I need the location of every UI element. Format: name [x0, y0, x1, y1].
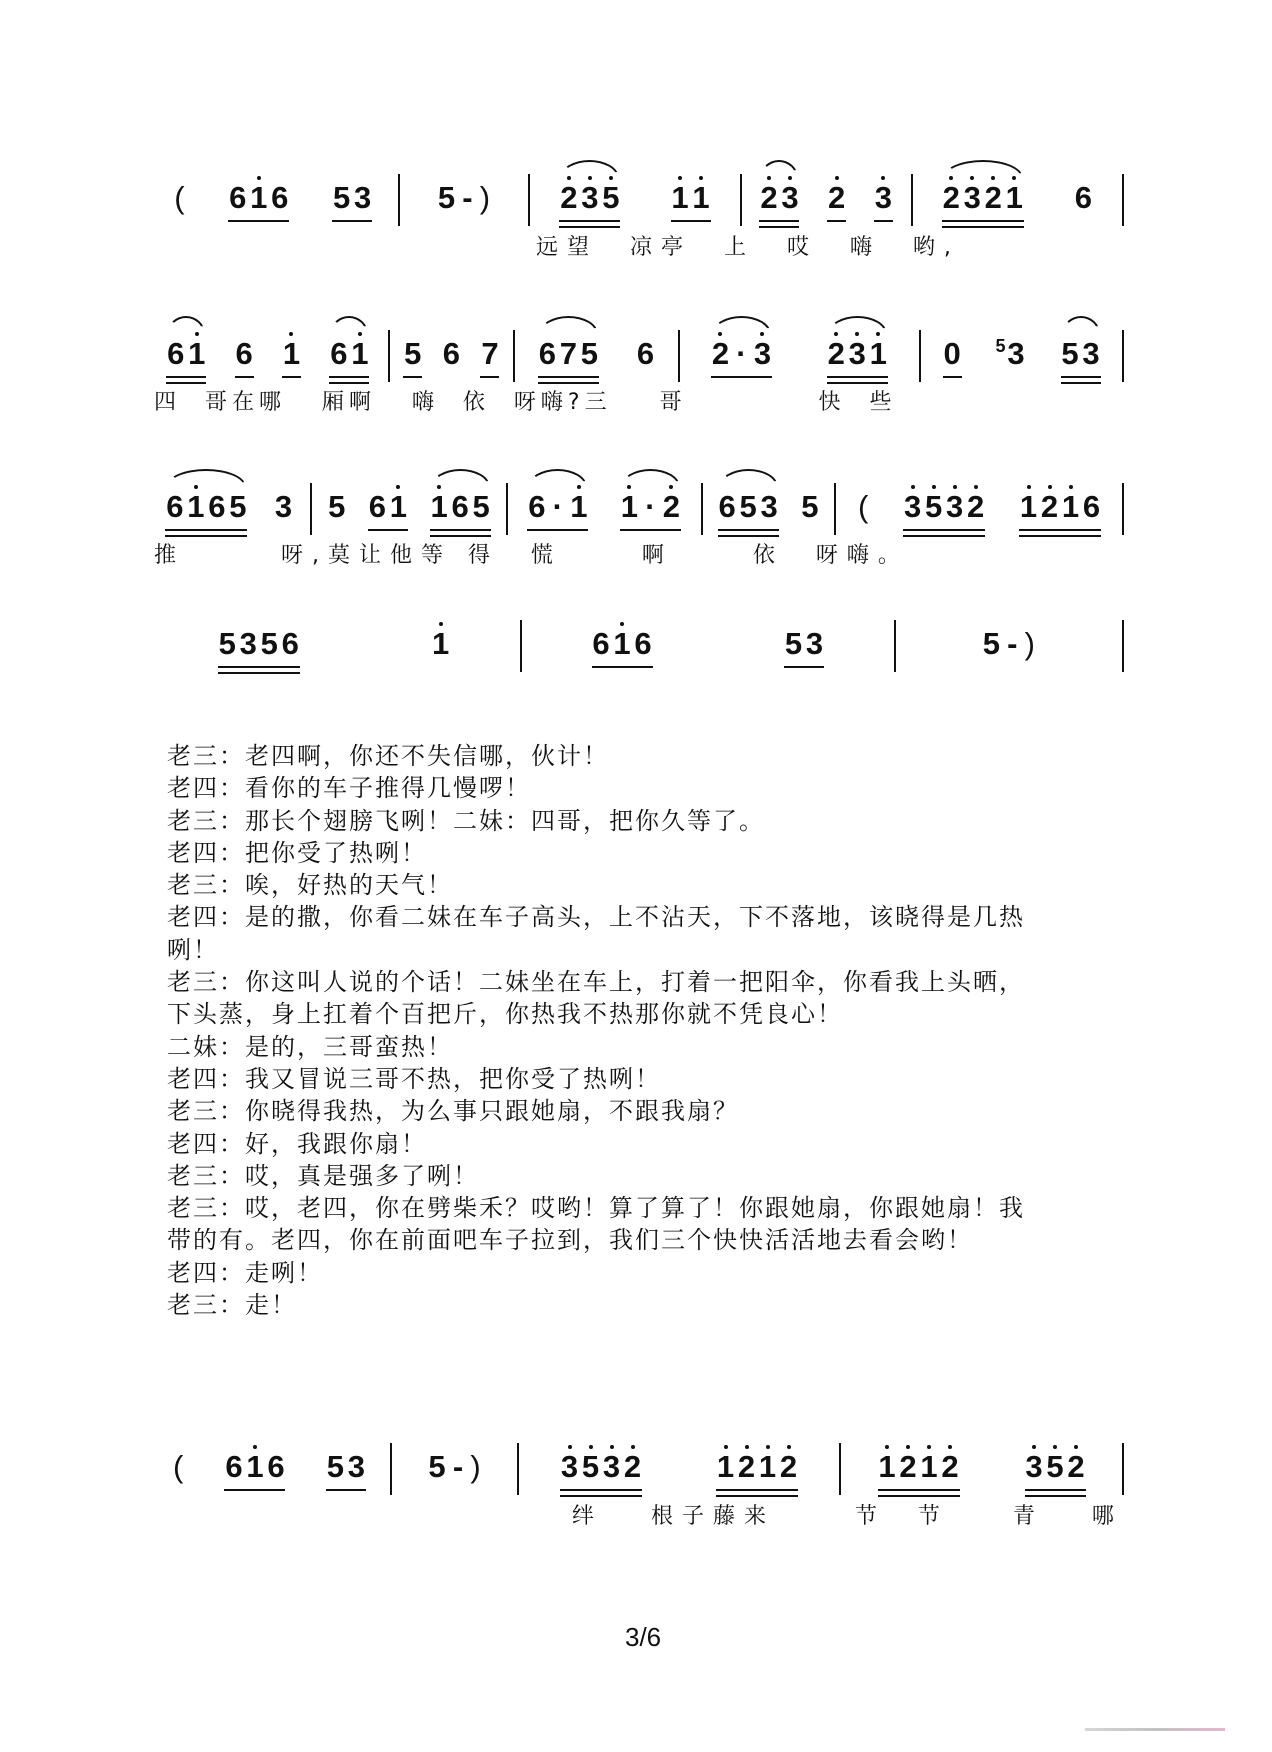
dialogue-line: 老四：看你的车子推得几慢啰！ — [167, 774, 531, 803]
note-group — [717, 489, 780, 534]
note: · — [645, 489, 656, 524]
dialogue-line: 老三：唉，好热的天气！ — [167, 871, 453, 900]
note-group — [783, 626, 825, 671]
note: 5 — [995, 336, 1006, 356]
parenthesis: ( — [857, 489, 869, 524]
note: 5 — [428, 1449, 446, 1484]
note-group — [402, 336, 423, 381]
note-group — [441, 336, 462, 381]
note: 5 — [739, 489, 757, 524]
note: 3 — [560, 1449, 579, 1484]
note: 6 — [442, 336, 460, 371]
note: 2 — [560, 180, 578, 215]
note: 5 — [1061, 336, 1079, 371]
note: 6 — [1074, 180, 1093, 215]
note: 2 — [941, 1449, 959, 1484]
note: 2 — [1067, 1449, 1085, 1484]
note: 1 — [1005, 180, 1023, 215]
measure — [148, 1449, 390, 1494]
dialogue-line: 老三：那长个翅膀飞咧！二妹：四哥，把你久等了。 — [167, 806, 765, 835]
note-group — [1060, 336, 1102, 381]
note: 3 — [581, 180, 599, 215]
note: 3 — [1007, 336, 1025, 371]
slur-arc — [828, 316, 887, 334]
note: 2 — [662, 489, 681, 524]
note-group — [710, 336, 773, 381]
note: - — [452, 1449, 464, 1484]
note: 5 — [602, 180, 620, 215]
note: 3 — [239, 626, 257, 661]
measure — [841, 1449, 1122, 1494]
note: 6 — [718, 489, 736, 524]
note-group — [429, 489, 492, 534]
slur-arc — [621, 469, 680, 487]
note-group — [436, 180, 492, 225]
note-group — [981, 626, 1037, 671]
note-group — [635, 336, 656, 381]
note-group — [234, 336, 255, 381]
measure — [312, 489, 505, 534]
note: 1 — [188, 336, 206, 371]
note: 6 — [634, 626, 652, 661]
parenthesis: ) — [470, 1449, 481, 1484]
measure — [148, 489, 310, 534]
note-group — [826, 336, 889, 381]
measure — [392, 1449, 517, 1494]
lyrics-row-5: 绊 根子藤来 节 节 青 哪 — [572, 1504, 1123, 1529]
note: 1 — [389, 489, 408, 524]
note-group — [558, 180, 621, 225]
note-group — [326, 489, 347, 534]
measure — [703, 489, 834, 534]
note: 1 — [1061, 489, 1080, 524]
note: 6 — [330, 336, 348, 371]
watermark — [1085, 1728, 1225, 1731]
barline — [1122, 620, 1124, 672]
note: 6 — [166, 489, 184, 524]
note: 3 — [602, 1449, 621, 1484]
note-group — [619, 489, 682, 534]
note: 3 — [353, 180, 372, 215]
parenthesis: ) — [479, 180, 491, 215]
note-group — [1073, 180, 1094, 225]
note: 6 — [167, 336, 185, 371]
note-group — [1024, 1449, 1087, 1494]
note: 3 — [945, 489, 964, 524]
measure — [148, 336, 388, 381]
note: 1 — [613, 626, 631, 661]
note-group — [164, 489, 248, 534]
barline — [1122, 483, 1124, 535]
note: 2 — [779, 1449, 798, 1484]
note-group — [172, 180, 186, 225]
note: 2 — [828, 180, 846, 215]
note: 2 — [1040, 489, 1059, 524]
page-number: 3/6 — [625, 1622, 662, 1652]
note: 1 — [432, 626, 450, 661]
note-group — [941, 180, 1025, 225]
measure — [896, 626, 1122, 671]
note: 2 — [984, 180, 1002, 215]
dialogue-line: 老三：哎，老四，你在劈柴禾？哎哟！算了算了！你跟她扇，你跟她扇！我 — [167, 1194, 1025, 1223]
note: 5 — [328, 489, 346, 524]
dialogue-text — [167, 740, 1025, 1321]
note-group — [479, 336, 500, 381]
note-group — [942, 336, 963, 381]
dialogue-line: 老三：你这叫人说的个话！二妹坐在车上，打着一把阳伞，你看我上头晒， — [167, 968, 1025, 997]
slur-arc — [1062, 316, 1100, 334]
measure — [836, 489, 1122, 534]
note: 5 — [1046, 1449, 1064, 1484]
note: 1 — [1019, 489, 1038, 524]
lyrics-row-3: 推 呀,莫让他等 得 慌 啊 依 呀嗨。 — [154, 543, 909, 568]
note: 3 — [753, 336, 772, 371]
barline — [1122, 1443, 1124, 1495]
note: 2 — [827, 336, 845, 371]
slur-arc — [528, 469, 587, 487]
slur-arc — [760, 160, 798, 178]
note-group — [227, 180, 290, 225]
note-group — [902, 489, 986, 534]
note: 6 — [235, 336, 253, 371]
parenthesis: ) — [1024, 626, 1035, 661]
slur-arc — [431, 469, 490, 487]
note: 1 — [758, 1449, 777, 1484]
note: 1 — [878, 1449, 896, 1484]
note-group — [430, 626, 451, 671]
note: - — [462, 180, 473, 215]
dialogue-line: 老四：我又冒说三哥不热，把你受了热咧！ — [167, 1064, 661, 1093]
measure — [921, 336, 1122, 381]
note-group — [856, 489, 870, 534]
note: 3 — [848, 336, 866, 371]
lyrics-row-1: 远望 凉亭 上 哎 嗨 哟, — [536, 235, 960, 260]
note-group — [427, 1449, 483, 1494]
note: 6 — [208, 489, 226, 524]
note: 1 — [250, 180, 268, 215]
dialogue-line: 咧！ — [167, 935, 219, 964]
dialogue-line: 二妹：是的，三哥蛮热！ — [167, 1032, 453, 1061]
note-group — [758, 180, 800, 225]
note: 5 — [581, 1449, 600, 1484]
dialogue-line: 老四：好，我跟你扇！ — [167, 1129, 427, 1158]
dialogue-line: 老三：哎，真是强多了咧！ — [167, 1161, 479, 1190]
note: 1 — [282, 336, 301, 371]
note: 1 — [246, 1449, 264, 1484]
note: 3 — [274, 489, 293, 524]
note: 6 — [225, 1449, 243, 1484]
measure — [522, 626, 894, 671]
note-group — [367, 489, 409, 534]
note: 3 — [760, 489, 778, 524]
slur-arc — [560, 160, 619, 178]
note: 2 — [737, 1449, 756, 1484]
slur-arc — [330, 316, 368, 334]
note: 2 — [899, 1449, 917, 1484]
note: 3 — [903, 489, 922, 524]
note: 2 — [760, 180, 778, 215]
measure — [742, 180, 911, 225]
note: 6 — [281, 626, 299, 661]
measure — [913, 180, 1122, 225]
note-group — [325, 1449, 367, 1494]
note: 2 — [623, 1449, 642, 1484]
dialogue-line: 老四：把你受了热咧！ — [167, 838, 427, 867]
parenthesis: ( — [172, 1449, 184, 1484]
measure — [519, 1449, 839, 1494]
note-group — [217, 626, 301, 671]
note-group — [715, 1449, 799, 1494]
note: 0 — [943, 336, 961, 371]
note-group — [877, 1449, 961, 1494]
note: 6 — [267, 1449, 285, 1484]
dialogue-line: 老三：你晓得我热，为么事只跟她扇，不跟我扇？ — [167, 1097, 739, 1126]
note: 3 — [347, 1449, 365, 1484]
note: · — [736, 336, 747, 371]
note: · — [552, 489, 563, 524]
measure — [530, 180, 739, 225]
note: 5 — [404, 336, 422, 371]
note-group — [826, 180, 847, 225]
dialogue-line: 带的有。老四，你在前面吧车子拉到，我们三个快快活活地去看会哟！ — [167, 1226, 973, 1255]
note: 5 — [332, 180, 351, 215]
note: 3 — [805, 626, 824, 661]
note-group — [591, 626, 654, 671]
measure — [680, 336, 920, 381]
note: 5 — [437, 180, 456, 215]
note: 3 — [781, 180, 799, 215]
measure — [400, 180, 529, 225]
note: 5 — [580, 336, 598, 371]
note: 5 — [218, 626, 236, 661]
dialogue-line: 老四：是的撒，你看二妹在车子高头，上不沾天，下不落地，该晓得是几热 — [167, 903, 1025, 932]
note: 2 — [966, 489, 985, 524]
note: 1 — [620, 489, 639, 524]
slur-arc — [539, 316, 598, 334]
note: 6 — [271, 180, 289, 215]
slur-arc — [166, 469, 246, 487]
note-group — [526, 489, 589, 534]
slur-arc — [719, 469, 778, 487]
measure — [390, 336, 514, 381]
note: 5 — [260, 626, 278, 661]
measure — [148, 180, 398, 225]
note: 2 — [711, 336, 730, 371]
note: 6 — [229, 180, 247, 215]
note: 7 — [481, 336, 499, 371]
note-group — [171, 1449, 185, 1494]
note: 3 — [963, 180, 981, 215]
note-group — [165, 336, 207, 381]
note-group — [331, 180, 373, 225]
note: 1 — [869, 336, 887, 371]
note: 6 — [1082, 489, 1101, 524]
dialogue-line: 老四：走咧！ — [167, 1258, 323, 1287]
note: 5 — [982, 626, 1000, 661]
note-group — [873, 180, 894, 225]
note: 1 — [570, 489, 588, 524]
note: 6 — [528, 489, 546, 524]
lyrics-row-2: 四 哥在哪 厢啊 嗨 依 呀嗨?三 哥 快 些 — [154, 390, 897, 415]
note: 1 — [671, 180, 689, 215]
note: 3 — [874, 180, 892, 215]
dialogue-line: 老三：老四啊，你还不失信哪，伙计！ — [167, 742, 609, 770]
note: 5 — [229, 489, 247, 524]
note: 7 — [559, 336, 577, 371]
measure — [148, 626, 520, 671]
dialogue-line: 老三：走！ — [167, 1291, 297, 1320]
note: 5 — [472, 489, 490, 524]
note: 6 — [451, 489, 469, 524]
note-group — [996, 336, 1027, 381]
barline — [1122, 174, 1124, 226]
note-group — [537, 336, 600, 381]
note: 1 — [920, 1449, 938, 1484]
barline — [1122, 330, 1124, 382]
note: 6 — [368, 489, 387, 524]
note: 6 — [538, 336, 556, 371]
measure — [515, 336, 677, 381]
note: 3 — [1082, 336, 1100, 371]
note-group — [273, 489, 294, 534]
slur-arc — [712, 316, 771, 334]
note: 5 — [801, 489, 819, 524]
note: 5 — [326, 1449, 344, 1484]
parenthesis: ( — [174, 180, 185, 215]
note: 6 — [592, 626, 610, 661]
score-row-4 — [148, 626, 1124, 686]
note: 5 — [924, 489, 943, 524]
note-group — [559, 1449, 643, 1494]
note-group — [281, 336, 302, 381]
note: 6 — [636, 336, 655, 371]
dialogue-line: 下头蒸，身上扛着个百把斤，你热我不热那你就不凭良心！ — [167, 1000, 843, 1029]
note: 5 — [784, 626, 803, 661]
note: - — [1007, 626, 1018, 661]
note: 1 — [187, 489, 205, 524]
note-group — [799, 489, 820, 534]
note-group — [223, 1449, 286, 1494]
note: 1 — [351, 336, 369, 371]
note-group — [670, 180, 712, 225]
note: 1 — [692, 180, 710, 215]
slur-arc — [943, 160, 1023, 178]
note: 1 — [430, 489, 448, 524]
note: 2 — [942, 180, 960, 215]
note: 1 — [716, 1449, 735, 1484]
note-group — [328, 336, 370, 381]
slur-arc — [167, 316, 205, 334]
measure — [508, 489, 701, 534]
note-group — [1018, 489, 1102, 534]
note: 3 — [1025, 1449, 1043, 1484]
